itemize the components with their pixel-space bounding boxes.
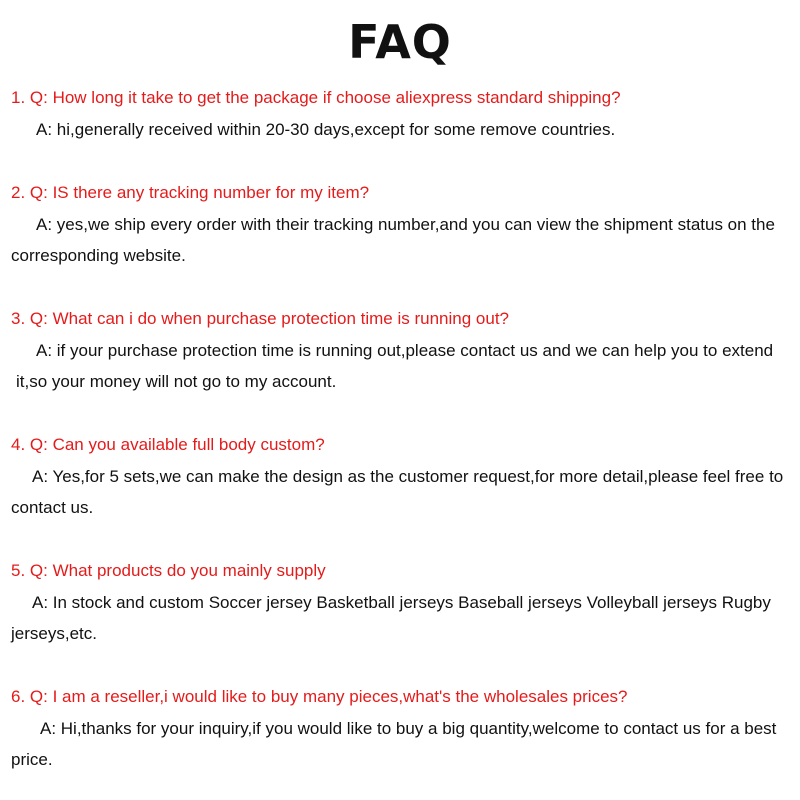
faq-item-1 xyxy=(11,82,800,145)
faq-item-3 xyxy=(11,303,800,398)
faq-answer-5 xyxy=(11,587,800,650)
faq-item-6 xyxy=(11,681,800,776)
faq-item-5 xyxy=(11,555,800,650)
faq-answer-1-text: A: hi,generally received within 20-30 days,except for some remove countries. xyxy=(36,119,616,139)
faq-item-4 xyxy=(11,429,800,524)
faq-answer-4-text: A: Yes,for 5 sets,we can make the design as the customer request,for more detail,please feel free to contact us. xyxy=(11,466,784,517)
faq-question-5: 5. Q: What products do you mainly supply xyxy=(11,561,326,580)
faq-question-4: 4. Q: Can you available full body custom? xyxy=(11,435,325,454)
faq-answer-6-text: A: Hi,thanks for your inquiry,if you would like to buy a big quantity,welcome to contact us for a best price. xyxy=(11,718,777,769)
faq-question-3: 3. Q: What can i do when purchase protection time is running out? xyxy=(11,309,509,328)
faq-answer-5-text: A: In stock and custom Soccer jersey Basketball jerseys Baseball jerseys Volleyball jerseys Rugby jerseys,etc. xyxy=(11,592,771,643)
faq-answer-6 xyxy=(11,713,800,776)
faq-question-1: 1. Q: How long it take to get the package if choose aliexpress standard shipping? xyxy=(11,88,621,107)
faq-answer-2-text: A: yes,we ship every order with their tracking number,and you can view the shipment status on the corresponding website. xyxy=(11,214,775,265)
faq-answer-4 xyxy=(11,461,800,524)
faq-answer-3-text: A: if your purchase protection time is running out,please contact us and we can help you to extend it,so your money will not go to my account. xyxy=(16,340,774,391)
faq-item-2 xyxy=(11,177,800,272)
faq-answer-2 xyxy=(11,209,800,272)
faq-answer-3 xyxy=(11,335,800,398)
faq-question-6: 6. Q: I am a reseller,i would like to buy many pieces,what's the wholesales prices? xyxy=(11,687,628,706)
page-title: FAQ xyxy=(348,15,452,69)
faq-question-2: 2. Q: IS there any tracking number for my item? xyxy=(11,183,370,202)
faq-answer-1 xyxy=(11,114,800,146)
